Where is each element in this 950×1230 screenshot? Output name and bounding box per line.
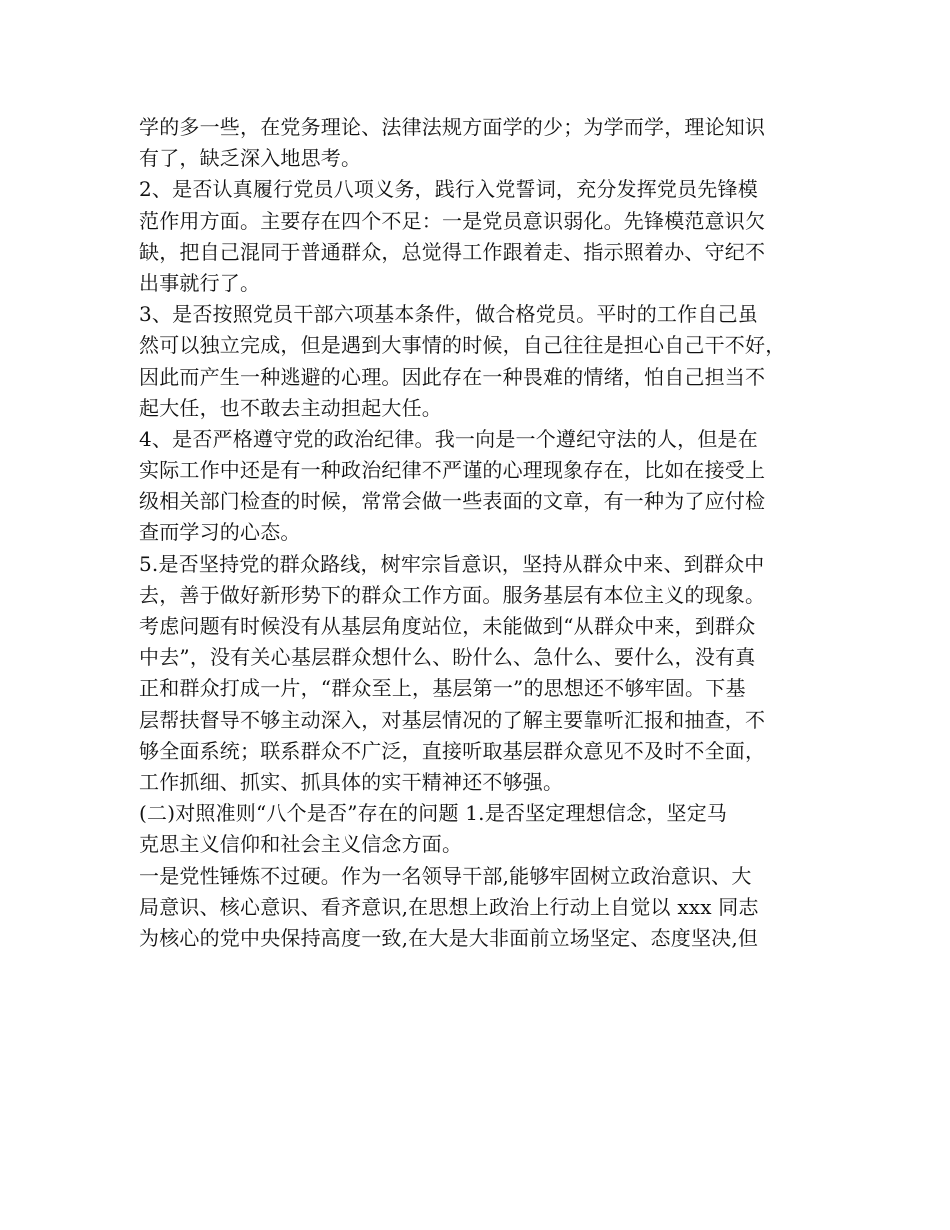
text-line: 5.是否坚持党的群众路线，树牢宗旨意识，坚持从群众中来、到群众中 — [139, 551, 765, 576]
text-line: 中去”，没有关心基层群众想什么、盼什么、急什么、要什么，没有真 — [139, 645, 756, 670]
text-line: 够全面系统；联系群众不广泛，直接听取基层群众意见不及时不全面， — [139, 738, 766, 763]
text-line: 工作抓细、抓实、抓具体的实干精神还不够强。 — [139, 769, 564, 794]
text-line: 实际工作中还是有一种政治纪律不严谨的心理现象存在，比如在接受上 — [139, 458, 766, 483]
text-line: 起大任，也不敢去主动担起大任。 — [139, 395, 442, 420]
text-line: 查而学习的心态。 — [139, 520, 301, 545]
text-line: 正和群众打成一片，“群众至上，基层第一”的思想还不够牢固。下基 — [139, 676, 746, 701]
text-line: 去，善于做好新形势下的群众工作方面。服务基层有本位主义的现象。 — [139, 582, 766, 607]
text-line: 级相关部门检查的时候，常常会做一些表面的文章，有一种为了应付检 — [139, 489, 766, 514]
text-line: 3、是否按照党员干部六项基本条件，做合格党员。平时的工作自己虽 — [139, 302, 758, 327]
document-body — [139, 112, 839, 954]
text-line: 缺，把自己混同于普通群众，总觉得工作跟着走、指示照着办、守纪不 — [139, 239, 766, 264]
text-line: 4、是否严格遵守党的政治纪律。我一向是一个遵纪守法的人，但是在 — [139, 426, 758, 451]
text-line: 范作用方面。主要存在四个不足：一是党员意识弱化。先锋模范意识欠 — [139, 208, 766, 233]
text-line: 出事就行了。 — [139, 270, 261, 295]
text-line: (二)对照准则“八个是否”存在的问题 1.是否坚定理想信念，坚定马 — [139, 801, 728, 826]
text-line: 考虑问题有时候没有从基层角度站位，未能做到“从群众中来，到群众 — [139, 614, 756, 638]
text-line: 然可以独立完成，但是遇到大事情的时候，自己往往是担心自己干不好， — [139, 333, 786, 358]
text-line: 因此而产生一种逃避的心理。因此存在一种畏难的情绪，怕自己担当不 — [139, 364, 766, 389]
text-line: 一是党性锤炼不过硬。作为一名领导干部,能够牢固树立政治意识、大 — [139, 863, 752, 888]
text-line: 2、是否认真履行党员八项义务，践行入党誓词，充分发挥党员先锋模 — [139, 177, 758, 202]
text-line: 学的多一些，在党务理论、法律法规方面学的少；为学而学，理论知识 — [139, 115, 766, 139]
text-line: 局意识、核心意识、看齐意识,在思想上政治上行动上自觉以 xxx 同志 — [139, 894, 759, 919]
text-line: 克思主义信仰和社会主义信念方面。 — [139, 832, 463, 857]
text-line: 为核心的党中央保持高度一致,在大是大非面前立场坚定、态度坚决,但 — [139, 925, 759, 950]
text-line: 有了，缺乏深入地思考。 — [139, 146, 362, 171]
text-line: 层帮扶督导不够主动深入，对基层情况的了解主要靠听汇报和抽查，不 — [139, 707, 766, 732]
